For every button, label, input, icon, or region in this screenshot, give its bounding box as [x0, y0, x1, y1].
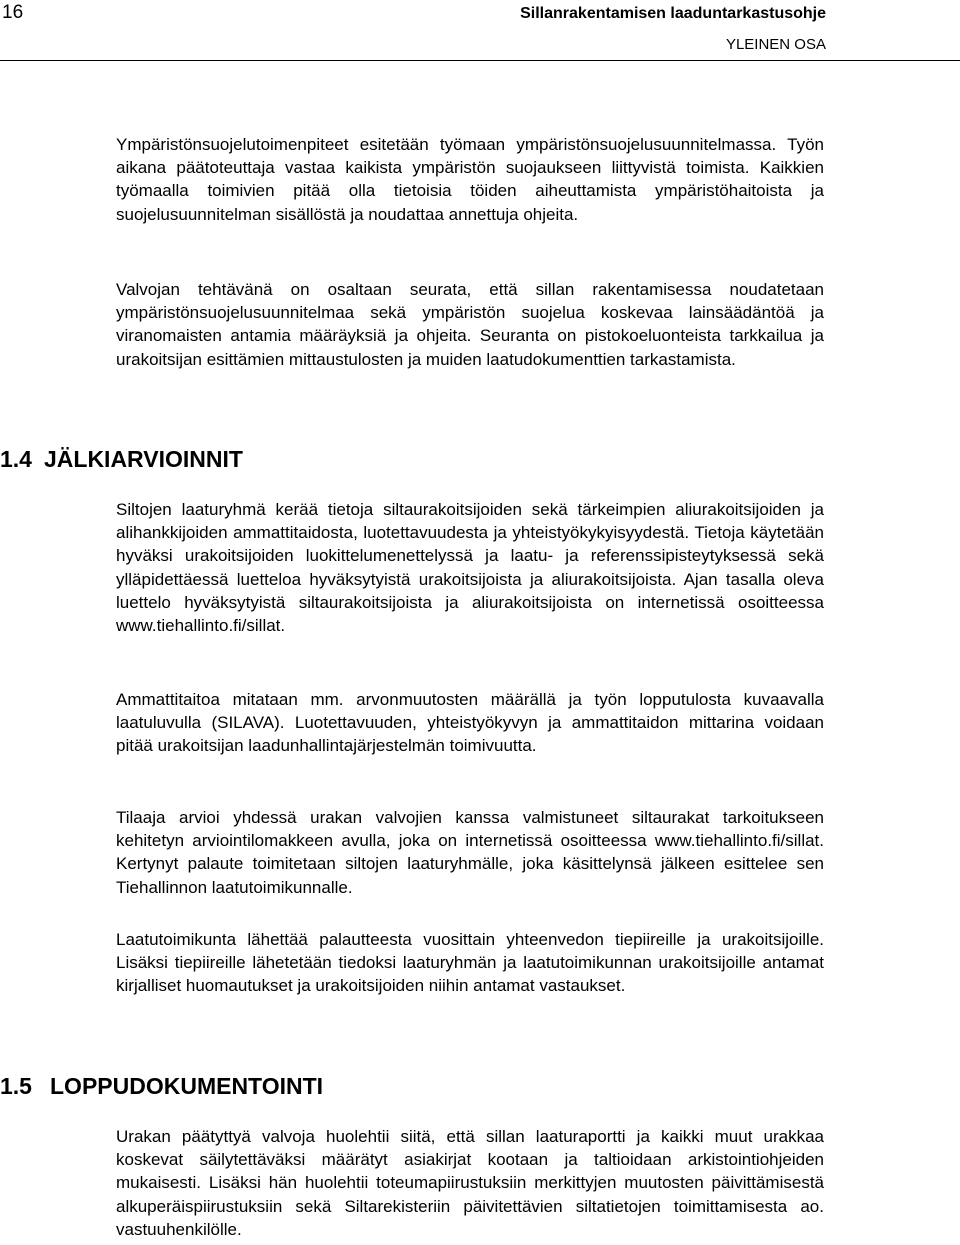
section-number: 1.4 — [0, 446, 32, 472]
paragraph-quality-committee: Laatutoimikunta lähettää palautteesta vuosittain yhteenvedon tiepiireille ja urakoitsijoille. Lisäksi tiepiireille lähetetään tiedoksi laaturyhmän ja laatutoimikunnan urakoitsijoille antamat kirjalliset huomautukset ja urakoitsijoiden niihin antamat vastaukset. — [116, 930, 824, 996]
section-heading-jalkiarvioinnit — [0, 445, 243, 473]
section-title: JÄLKIARVIOINNIT — [44, 446, 243, 472]
paragraph-supervisor-duties: Valvojan tehtävänä on osaltaan seurata, että sillan rakentamisessa noudatetaan ympäristönsuojelusuunnitelmaa sekä ympäristön suojelua koskevaa lainsäädäntöä ja viranomaisten antamia määräyksiä ja ohjeita. Seuranta on pistokoeluonteista tarkkailua ja urakoitsijan esittämien mittaustulosten ja muiden laatudokumenttien tarkastamista. — [116, 280, 824, 369]
paragraph-final-documentation: Urakan päätyttyä valvoja huolehtii siitä, että sillan laaturaportti ja kaikki muut urakkaa koskevat säilytettäväksi määrätyt asiakirjat kootaan ja taltioidaan arkistointiohjeiden mukaisesti. Lisäksi hän huolehtii toteumapiirustuksiin merkittyjen muutosten päivittämisestä alkuperäispiirustuksiin sekä Siltarekisteriin päivitettävien siltatietojen toimittamisesta ao. vastuuhenkilölle. — [116, 1127, 824, 1239]
section-number: 1.5 — [0, 1073, 32, 1099]
section-heading-loppudokumentointi — [0, 1072, 323, 1100]
header-divider — [0, 60, 960, 61]
page-number: 16 — [2, 2, 24, 23]
document-title: Sillanrakentamisen laaduntarkastusohje — [520, 5, 826, 22]
paragraph-quality-group: Siltojen laaturyhmä kerää tietoja siltaurakoitsijoiden sekä tärkeimpien aliurakoitsijoiden ja alihankkijoiden ammattitaidosta, luotettavuudesta ja yhteistyökykyisyydestä. Tietoja käytetään hyväksi urakoitsijoiden luokittelumenettelyssä ja laatu- ja referenssipisteytyksessä sekä ylläpidettäessä luetteloa hyväksytyistä urakoitsijoista ja aliurakoitsijoista. Ajan tasalla oleva luettelo hyväksytyistä siltaurakoitsijoista ja aliurakoitsijoista on internetissä osoitteessa www.tiehallinto.fi/sillat. — [116, 500, 824, 636]
document-part: YLEINEN OSA — [725, 36, 826, 53]
paragraph-professional-skill: Ammattitaitoa mitataan mm. arvonmuutosten määrällä ja työn lopputulosta kuvaavalla laatuluvulla (SILAVA). Luotettavuuden, yhteistyökyvyn ja ammattitaidon mittarina voidaan pitää urakoitsijan laadunhallintajärjestelmän toimivuutta. — [116, 690, 824, 756]
paragraph-client-evaluation: Tilaaja arvioi yhdessä urakan valvojien kanssa valmistuneet siltaurakat tarkoitukseen kehitetyn arviointilomakkeen avulla, joka on internetissä osoitteessa www.tiehallinto.fi/sillat. Kertynyt palaute toimitetaan siltojen laaturyhmälle, joka käsittelynsä jälkeen esittelee sen Tiehallinnon laatutoimikunnalle. — [116, 808, 824, 897]
paragraph-environmental-measures: Ympäristönsuojelutoimenpiteet esitetään työmaan ympäristönsuojelusuunnitelmassa. Työn aikana päätoteuttaja vastaa kaikista ympäristön suojaukseen liittyvistä toimista. Kaikkien työmaalla toimivien pitää olla tietoisia töiden aiheuttamista ympäristöhaitoista ja suojelusuunnitelman sisällöstä ja noudattaa annettuja ohjeita. — [116, 135, 824, 224]
section-title: LOPPUDOKUMENTOINTI — [50, 1073, 324, 1099]
